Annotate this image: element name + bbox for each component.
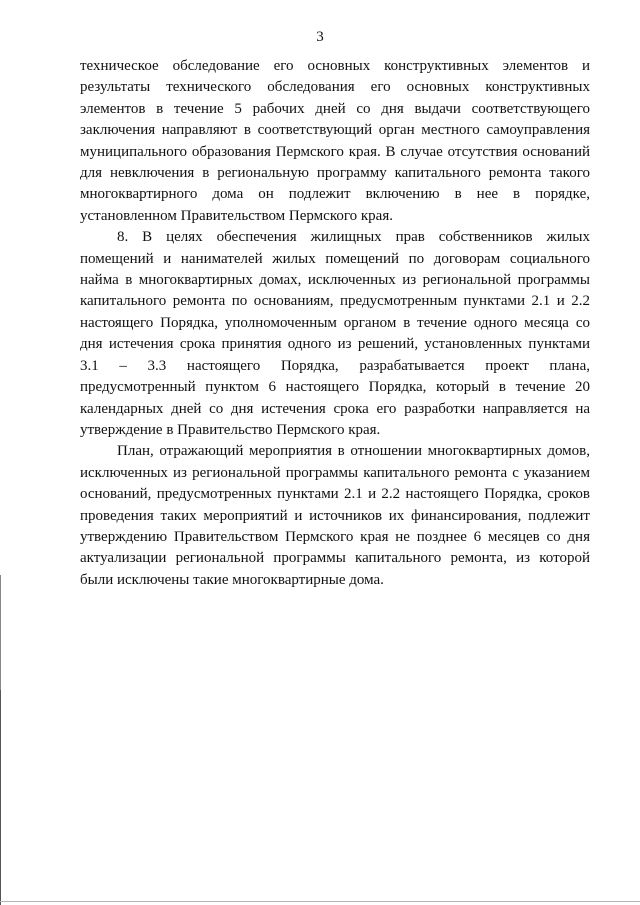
page-number: 3 [316,29,324,45]
paragraph-item-8: 8. В целях обеспечения жилищных прав собственников жилых помещений и нанимателей жилых помещений по договорам социального найма в многоквартирных домах, исключенных из региональной программы капитального ремонта по основаниям, предусмотренным пунктами 2.1 и 2.2 настоящего Порядка, уполномоченным органом в течение одного месяца со дня истечения срока принятия одного из решений, установленных пунктами 3.1 – 3.3 настоящего Порядка, разрабатывается проект плана, предусмотренный пунктом 6 настоящего Порядка, который в течение 20 календарных дней со дня истечения срока его разработки направляется на утверждение в Правительство Пермского края. [80,229,590,438]
paragraph-plan: План, отражающий мероприятия в отношении многоквартирных домов, исключенных из региональной программы капитального ремонта с указанием оснований, предусмотренных пунктами 2.1 и 2.2 настоящего Порядка, сроков проведения таких мероприятий и источников их финансирования, подлежит утверждению Правительством Пермского края не позднее 6 месяцев со дня актуализации региональной программы капитального ремонта, из которой были исключены такие многоквартирные дома. [80,443,590,588]
document-body [80,56,590,591]
scan-bottom-edge [0,901,640,902]
scan-edge-line-dark [0,690,1,905]
paragraph-continuation: техническое обследование его основных конструктивных элементов и результаты технического обследования его основных конструктивных элементов в течение 5 рабочих дней со дня выдачи соответствующего заключения направляют в соответствующий орган местного самоуправления муниципального образования Пермского края. В случае отсутствия оснований для невключения в региональную программу капитального ремонта такого многоквартирного дома он подлежит включению в нее в порядке, установленном Правительством Пермского края. [80,58,590,224]
